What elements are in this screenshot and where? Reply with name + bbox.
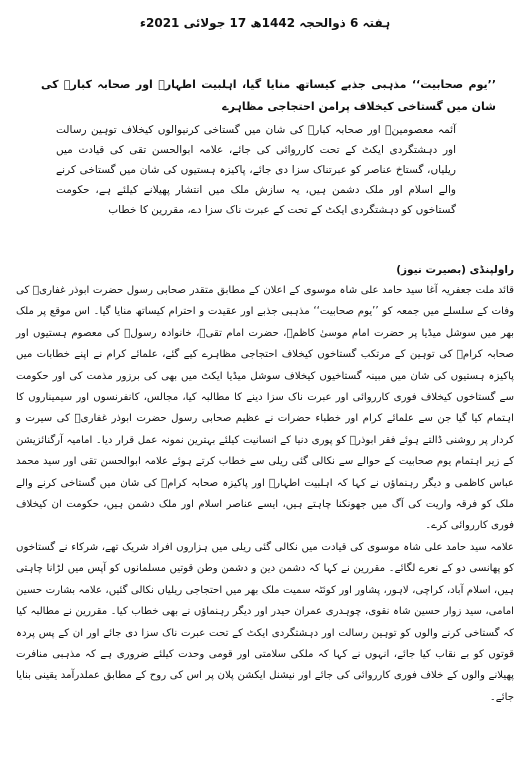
article-paragraph-2: علامہ سید حامد علی شاہ موسوی کی قیادت میں نکالی گئی ریلی میں ہزاروں افراد شریک تھے، شرکاء نے گستاخوں کو پھانسی دو کے نعرے لگائے۔ مقررین نے کہا کہ دشمن دین و دشمن وطن قوتیں مسلمانوں کو آپس میں لڑانا چاہتی ہیں، اسلام آباد، کراچی، لاہور، پشاور اور کوئٹہ سمیت ملک بھر میں احتجاجی ریلیاں نکالی گئیں، علامہ بشارت حسین امامی، سید زوار حسین شاہ نقوی، چوہدری عمران حیدر اور دیگر رہنماؤں نے بھی خطاب کیا۔ مقررین نے مطالبہ کیا کہ گستاخی کرنے والوں کو توہین رسالت اور دہشتگردی ایکٹ کے تحت عبرت ناک سزا دی جائے اور ان کے پس پردہ قوتوں کو بے نقاب کیا جائے، انہوں نے کہا کہ ملکی سلامتی اور قومی وحدت کیلئے ضروری ہے کہ مذہبی منافرت پھیلانے والوں کے خلاف فوری کارروائی کی جائے اور نیشنل ایکشن پلان پر اس کی روح کے مطابق عملدرآمد یقینی بنایا جائے۔ [16,541,514,703]
dateline-source: (بصیرت نیوز) [396,264,466,276]
issue-date: ہفتہ 6 ذوالحجہ 1442ھ 17 جولائی 2021ء [139,16,391,30]
headline: ’’یوم صحابیت‘‘ مذہبی جذبے کیساتھ منایا گیا، اہلبیت اطہارؓ اور صحابہ کبارؓ کی شان میں گستاخی کیخلاف پرامن احتجاجی مظاہرے [41,78,496,113]
dateline-city: راولپنڈی [469,264,514,276]
article-paragraph-1: قائد ملت جعفریہ آغا سید حامد علی شاہ موسوی کے اعلان کے مطابق متقدر صحابی رسول حضرت ابوذر غفاریؓ کی وفات کے سلسلے میں جمعہ کو ’’یوم صحابیت‘‘ مذہبی جذبے اور عقیدت و احترام کیساتھ منایا گیا۔ اس موقع پر ملک بھر میں سوشل میڈیا پر حضرت امام موسیٰ کاظمؑ، حضرت امام تقیؑ، خانوادہ رسولؐ کی معصوم ہستیوں اور صحابہ کرامؓ کی توہین کے مرتکب گستاخوں کیخلاف احتجاجی مظاہرے کیے گئے، علمائے کرام نے اپنے خطابات میں پاکیزہ ہستیوں کی شان میں مبینہ گستاخیوں کیخلاف سوشل میڈیا ایکٹ میں بھی کی برزور مذمت کی اور حکومت سے گستاخوں کیخلاف فوری کارروائی اور عبرت ناک سزا دینے کا مطالبہ کیا، مجالس، کانفرنسوں اور سیمیناروں کا اہتمام کیا گیا جن سے علمائے کرام اور خطباء حضرات نے عظیم صحابی رسول حضرت ابوذر غفاریؓ کی سیرت و کردار پر روشنی ڈالتے ہوئے فقر ابوذرؓ کو پوری دنیا کے انسانیت کیلئے بہترین نمونہ عمل قرار دیا۔ امامیہ آرگنائزیشن کے زیر اہتمام یوم صحابیت کے حوالے سے نکالی گئی ریلی سے خطاب کرتے ہوئے علامہ ابوالحسن تقی اور سید محمد عباس کاظمی و دیگر رہنماؤں نے کہا کہ اہلبیت اطہارؑ اور پاکیزہ صحابہ کرامؓ کی شان میں گستاخی کرنے والے ملک کو فرقہ واریت کی آگ میں جھونکنا چاہتے ہیں، ایسے عناصر اسلام اور ملک دشمن ہیں، حکومت ان کیخلاف فوری کارروائی کرے۔ [16,285,514,532]
article-dateline [16,260,514,280]
lead-summary: آئمہ معصومینؑ اور صحابہ کبارؓ کی شان میں گستاخی کرنیوالوں کیخلاف توہین رسالت اور دہشتگردی ایکٹ کے تحت کارروائی کی جائے، علامہ ابوالحسن تقی کی قیادت میں ریلیاں، گستاخ عناصر کو عبرتناک سزا دی جائے، پاکیزہ ہستیوں کی شان میں گستاخی کرنے والے اسلام اور ملک دشمن ہیں، یہ سازش ملک میں انتشار پھیلانے کیلئے ہے، حکومت گستاخوں کو دہشتگردی ایکٹ کے تحت کے عبرت ناک سزا دے، مقررین کا خطاب [56,124,456,216]
